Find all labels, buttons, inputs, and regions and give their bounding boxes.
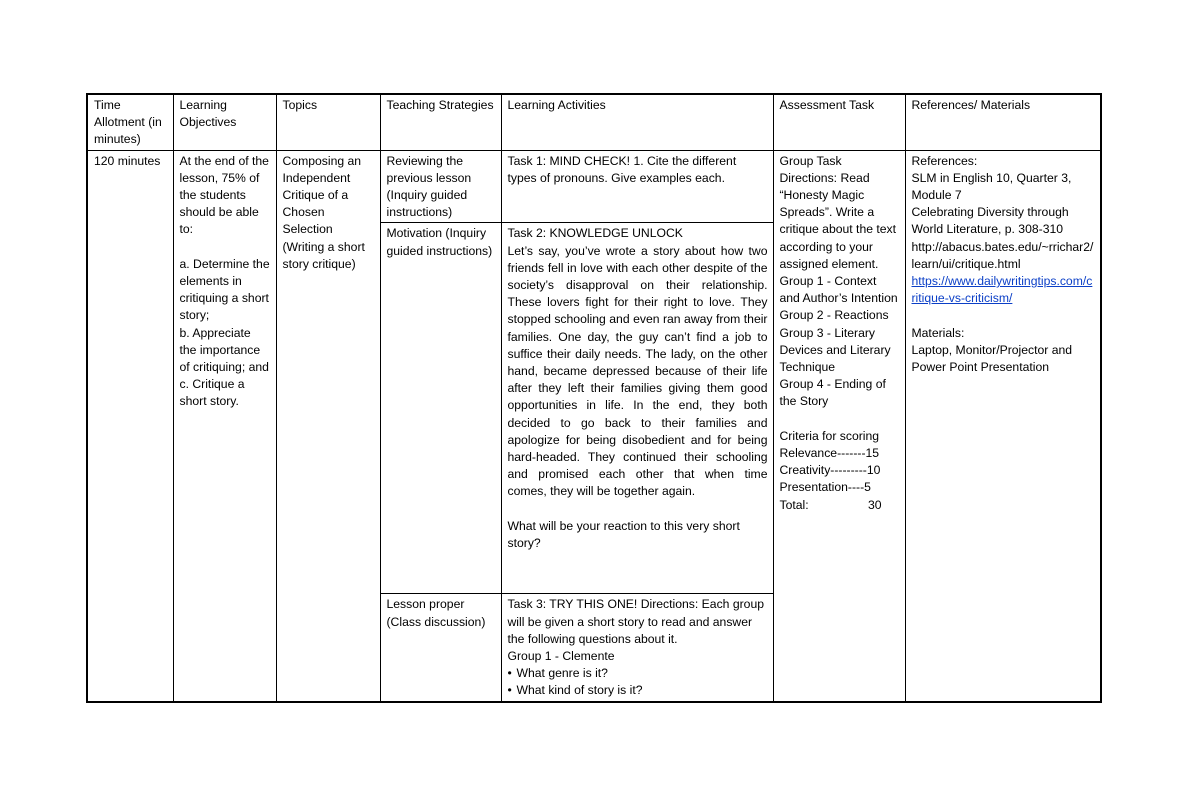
task1-cell: Task 1: MIND CHECK! 1. Cite the different types of pronouns. Give examples each. — [501, 150, 773, 223]
time-cell: 120 minutes — [87, 150, 173, 702]
objective-c: c. Critique a short story. — [179, 377, 245, 409]
materials-list: Laptop, Monitor/Projector and Power Point Presentation — [911, 342, 1073, 375]
header-activities: Learning Activities — [501, 94, 773, 150]
objective-a: a. Determine the elements in critiquing a short story; — [179, 256, 270, 323]
strategy-motivation: Motivation (Inquiry guided instructions) — [380, 223, 501, 594]
criteria-creativity: Creativity---------10 — [779, 463, 881, 478]
criteria-presentation: Presentation----5 — [779, 480, 871, 495]
task2-title: Task 2: KNOWLEDGE UNLOCK — [507, 226, 683, 241]
list-item: • What genre is it? — [508, 665, 768, 682]
total-label: Total: — [779, 497, 809, 512]
task3-group: Group 1 - Clemente — [507, 649, 615, 664]
materials-title: Materials: — [911, 325, 965, 340]
objective-b: b. Appreciate the importance of critiquing; and — [179, 325, 269, 375]
topic-sub: (Writing a short story critique) — [282, 239, 365, 271]
table-row — [87, 150, 1101, 223]
assessment-group3: Group 3 - Literary Devices and Literary Technique — [779, 325, 891, 375]
header-assessment: Assessment Task — [773, 94, 905, 150]
strategy-review: Reviewing the previous lesson (Inquiry guided instructions) — [380, 150, 501, 223]
header-references: References/ Materials — [905, 94, 1101, 150]
header-row — [87, 94, 1101, 150]
total-value: 30 — [867, 497, 882, 512]
total-score — [780, 497, 882, 514]
header-topics: Topics — [276, 94, 380, 150]
criteria-title: Criteria for scoring — [779, 428, 880, 443]
task2-cell — [501, 223, 773, 594]
references-title: References: — [911, 153, 978, 168]
reference-slm: SLM in English 10, Quarter 3, Module 7 — [911, 170, 1072, 203]
reference-url-bates: http://abacus.bates.edu/~rrichar2/learn/ui/critique.html — [911, 239, 1094, 271]
task3-questions — [508, 665, 768, 699]
reference-link-dailywritingtips[interactable]: https://www.dailywritingtips.com/critique-vs-criticism/ — [911, 274, 1093, 306]
topic-main: Composing an Independent Critique of a Chosen Selection — [282, 153, 362, 237]
assessment-group4: Group 4 - Ending of the Story — [779, 377, 886, 409]
lesson-plan-table — [86, 93, 1102, 703]
topics-cell — [276, 150, 380, 702]
reference-book: Celebrating Diversity through World Literature, p. 308-310 — [911, 205, 1069, 237]
assessment-intro: Group Task Directions: Read “Honesty Magic Spreads”. Write a critique about the text according to your assigned element. Group 1 - Context and Author’s Intention — [779, 153, 898, 306]
task2-body: Let’s say, you’ve wrote a story about how two friends fell in love with each other despite of the society’s disapproval on their relationship. These lovers fight for their right to love. They stopped schooling and even ran away from their families. One day, the guy can’t find a job to suffice their daily needs. The lady, on the other hand, became depressed because of their life after they left their families giving them good opportunities in life. In the end, they both decided to go back to their families and apologize for being disobedient and for being hard-headed. They continued their schooling and promised each other that when time comes, they will be together again. — [507, 243, 768, 499]
objectives-cell — [173, 150, 276, 702]
assessment-group2: Group 2 - Reactions — [779, 308, 889, 323]
task2-question: What will be your reaction to this very short story? — [507, 518, 740, 551]
strategy-lesson-proper: Lesson proper (Class discussion) — [380, 594, 501, 702]
header-strategies: Teaching Strategies — [380, 94, 501, 150]
criteria-relevance: Relevance-------15 — [779, 446, 880, 461]
assessment-cell — [773, 150, 905, 702]
header-objectives: Learning Objectives — [173, 94, 276, 150]
objectives-intro: At the end of the lesson, 75% of the students should be able to: — [179, 153, 269, 237]
list-item: • What kind of story is it? — [508, 682, 768, 699]
task3-intro: Task 3: TRY THIS ONE! Directions: Each group will be given a short story to read and answer the following questions about it. — [507, 597, 764, 646]
references-cell — [905, 150, 1101, 702]
header-time: Time Allotment (in minutes) — [87, 94, 173, 150]
task3-cell — [501, 594, 773, 702]
